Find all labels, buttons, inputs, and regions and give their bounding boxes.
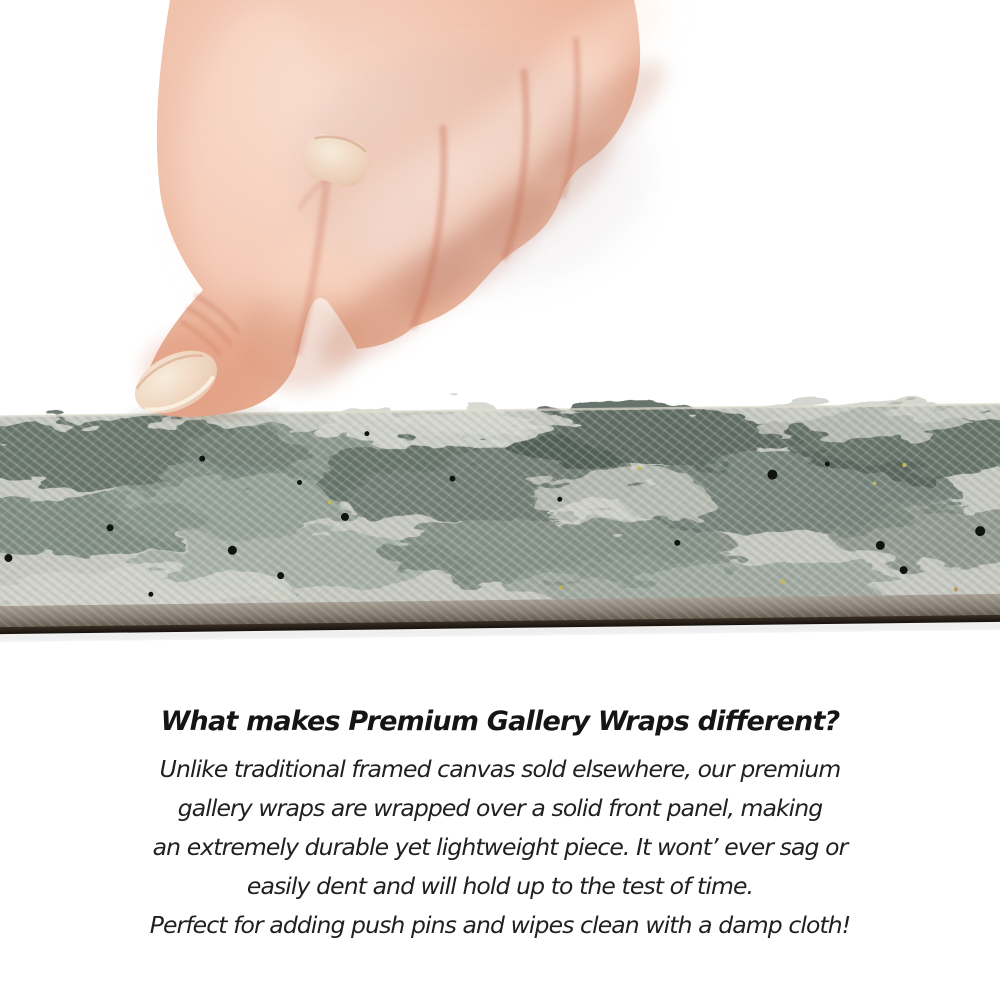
caption-line-2: gallery wraps are wrapped over a solid front panel, making <box>177 794 823 822</box>
caption-block <box>0 704 1000 945</box>
hand-photo <box>125 0 682 426</box>
canvas-weave-cross <box>0 404 1000 608</box>
canvas-strip <box>0 400 1000 642</box>
caption-line-4: easily dent and will hold up to the test of time. <box>246 872 754 900</box>
caption-line-1: Unlike traditional framed canvas sold elsewhere, our premium <box>159 755 841 783</box>
caption-line-5: Perfect for adding push pins and wipes clean with a damp cloth! <box>149 911 851 939</box>
caption-heading: What makes Premium Gallery Wraps different? <box>160 706 840 737</box>
caption-line-3: an extremely durable yet lightweight piece. It wont’ ever sag or <box>152 833 848 861</box>
